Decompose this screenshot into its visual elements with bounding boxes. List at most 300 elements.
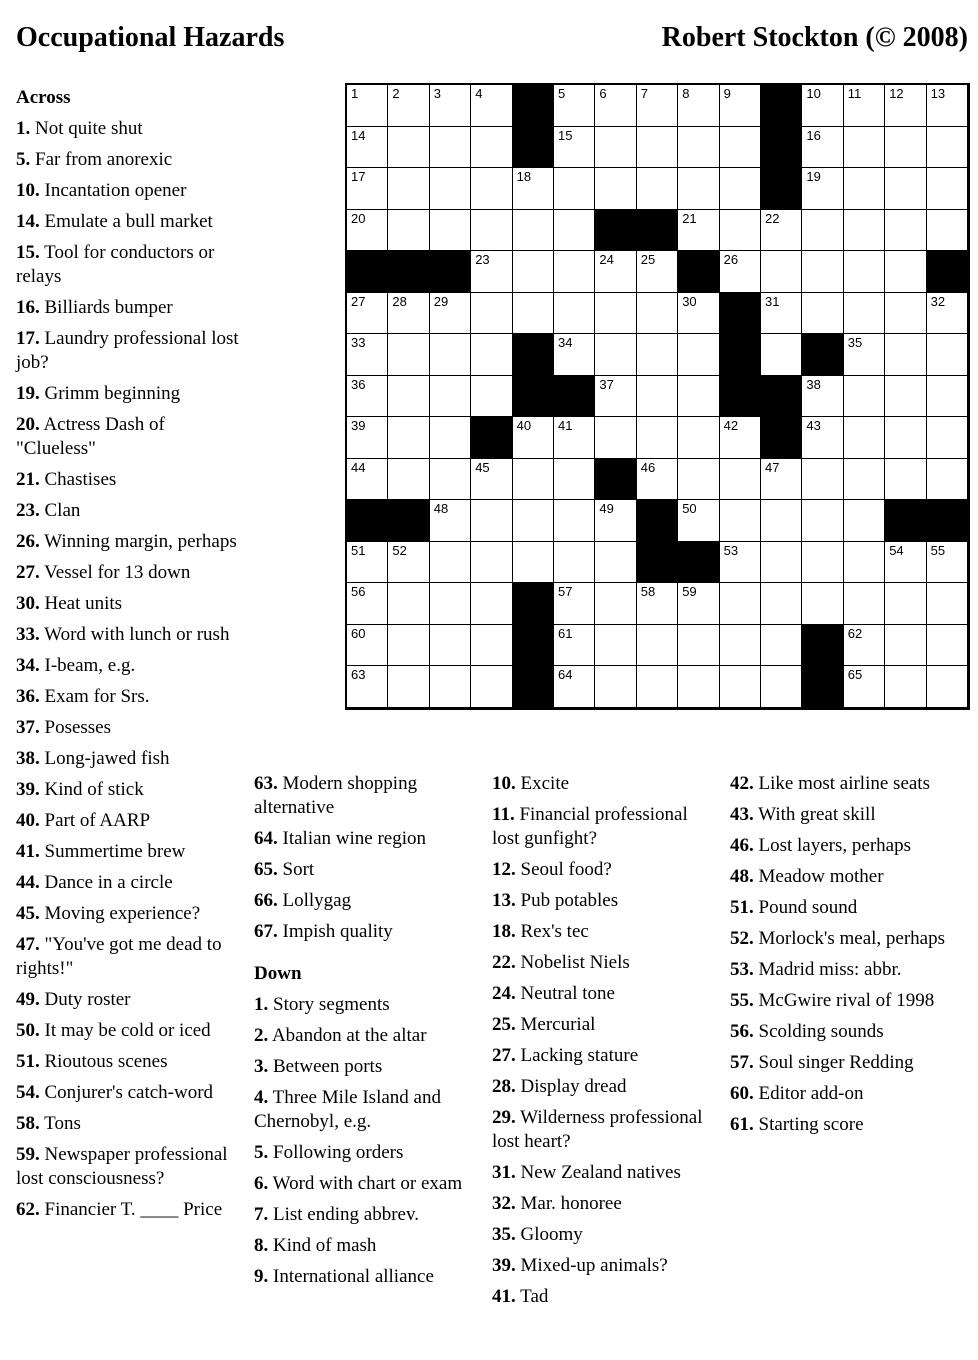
- clue-number: 12.: [492, 859, 516, 880]
- grid-cell[interactable]: [554, 210, 595, 252]
- grid-cell[interactable]: [720, 417, 761, 459]
- grid-cell[interactable]: [678, 417, 719, 459]
- grid-cell[interactable]: [471, 168, 512, 210]
- clue-number: 64.: [254, 828, 278, 849]
- clue-number: 16.: [16, 297, 40, 318]
- grid-cell[interactable]: [595, 334, 636, 376]
- clue-item: [254, 920, 479, 944]
- grid-cell[interactable]: [637, 459, 678, 501]
- grid-cell[interactable]: [595, 500, 636, 542]
- grid-cell[interactable]: [761, 625, 802, 667]
- clue-item: [16, 1143, 241, 1191]
- clue-text: Word with chart or exam: [272, 1173, 463, 1194]
- grid-cell[interactable]: [388, 583, 429, 625]
- clue-text: Following orders: [273, 1142, 404, 1163]
- grid-cell[interactable]: [554, 85, 595, 127]
- grid-cell[interactable]: [885, 417, 926, 459]
- grid-cell[interactable]: [802, 251, 843, 293]
- block-cell: [513, 376, 554, 418]
- grid-cell[interactable]: [802, 293, 843, 335]
- grid-cell[interactable]: [720, 127, 761, 169]
- grid-cell[interactable]: [471, 500, 512, 542]
- grid-cell[interactable]: [720, 251, 761, 293]
- clue-text: Soul singer Redding: [758, 1052, 914, 1073]
- clue-number: 13.: [492, 890, 516, 911]
- grid-cell[interactable]: [844, 293, 885, 335]
- block-cell: [554, 376, 595, 418]
- clue-text: Excite: [520, 773, 570, 794]
- cell-number: 41: [558, 418, 573, 434]
- clue-item: [492, 951, 717, 975]
- clue-number: 44.: [16, 872, 40, 893]
- grid-cell[interactable]: [678, 666, 719, 708]
- clue-item: [16, 902, 241, 926]
- grid-cell[interactable]: [678, 127, 719, 169]
- grid-cell[interactable]: [802, 459, 843, 501]
- grid-cell[interactable]: [471, 85, 512, 127]
- clue-text: Editor add-on: [758, 1083, 864, 1104]
- grid-cell[interactable]: [554, 417, 595, 459]
- grid-cell[interactable]: [927, 542, 968, 584]
- cell-number: 37: [599, 376, 614, 392]
- block-cell: [927, 500, 968, 542]
- grid-cell[interactable]: [927, 210, 968, 252]
- clue-number: 53.: [730, 959, 754, 980]
- grid-cell[interactable]: [720, 85, 761, 127]
- grid-cell[interactable]: [678, 85, 719, 127]
- grid-cell[interactable]: [513, 168, 554, 210]
- clue-text: Newspaper professional lost consciousness?: [16, 1144, 228, 1189]
- grid-cell[interactable]: [513, 459, 554, 501]
- grid-cell[interactable]: [471, 334, 512, 376]
- grid-cell[interactable]: [430, 85, 471, 127]
- grid-cell[interactable]: [513, 500, 554, 542]
- grid-cell[interactable]: [554, 500, 595, 542]
- grid-cell[interactable]: [347, 542, 388, 584]
- grid-cell[interactable]: [761, 293, 802, 335]
- grid-cell[interactable]: [430, 210, 471, 252]
- grid-cell[interactable]: [430, 168, 471, 210]
- clue-text: Modern shopping alternative: [254, 773, 418, 818]
- grid-cell[interactable]: [637, 625, 678, 667]
- grid-cell[interactable]: [761, 500, 802, 542]
- clue-text: Long-jawed fish: [44, 748, 170, 769]
- cell-number: 54: [889, 542, 904, 558]
- grid-cell[interactable]: [802, 85, 843, 127]
- grid-cell[interactable]: [347, 127, 388, 169]
- grid-cell[interactable]: [554, 459, 595, 501]
- grid-cell[interactable]: [885, 376, 926, 418]
- block-cell: [802, 334, 843, 376]
- grid-cell[interactable]: [430, 127, 471, 169]
- clue-text: Display dread: [520, 1076, 627, 1097]
- grid-cell[interactable]: [761, 583, 802, 625]
- grid-cell[interactable]: [885, 583, 926, 625]
- grid-cell[interactable]: [927, 293, 968, 335]
- grid-cell[interactable]: [678, 334, 719, 376]
- clue-text: McGwire rival of 1998: [758, 990, 935, 1011]
- clue-text: Impish quality: [282, 921, 393, 942]
- grid-cell[interactable]: [927, 417, 968, 459]
- grid-cell[interactable]: [513, 251, 554, 293]
- grid-cell[interactable]: [927, 168, 968, 210]
- cell-number: 21: [682, 210, 697, 226]
- grid-cell[interactable]: [761, 542, 802, 584]
- grid-cell[interactable]: [844, 210, 885, 252]
- grid-cell[interactable]: [761, 210, 802, 252]
- block-cell: [678, 251, 719, 293]
- clue-item: [492, 858, 717, 882]
- clue-item: [16, 871, 241, 895]
- grid-cell[interactable]: [347, 293, 388, 335]
- grid-cell[interactable]: [471, 625, 512, 667]
- grid-cell[interactable]: [347, 85, 388, 127]
- grid-cell[interactable]: [885, 251, 926, 293]
- grid-cell[interactable]: [513, 417, 554, 459]
- grid-cell[interactable]: [637, 293, 678, 335]
- grid-cell[interactable]: [388, 376, 429, 418]
- grid-cell[interactable]: [388, 85, 429, 127]
- grid-cell[interactable]: [430, 583, 471, 625]
- grid-cell[interactable]: [885, 666, 926, 708]
- cell-number: 5: [558, 86, 566, 101]
- grid-cell[interactable]: [637, 85, 678, 127]
- grid-cell[interactable]: [927, 459, 968, 501]
- grid-cell[interactable]: [388, 417, 429, 459]
- clue-text: Mixed-up animals?: [520, 1255, 668, 1276]
- grid-cell[interactable]: [802, 168, 843, 210]
- grid-cell[interactable]: [347, 666, 388, 708]
- clue-text: Summertime brew: [44, 841, 186, 862]
- grid-cell[interactable]: [637, 666, 678, 708]
- block-cell: [720, 334, 761, 376]
- block-cell: [513, 666, 554, 708]
- cell-number: 15: [558, 127, 573, 143]
- grid-cell[interactable]: [430, 500, 471, 542]
- grid-cell[interactable]: [927, 334, 968, 376]
- clue-number: 23.: [16, 500, 40, 521]
- cell-number: 34: [558, 335, 573, 351]
- cell-number: 12: [889, 86, 904, 101]
- clue-item: [16, 117, 241, 141]
- clue-number: 5.: [16, 149, 31, 170]
- grid-cell[interactable]: [761, 251, 802, 293]
- clue-number: 7.: [254, 1204, 269, 1225]
- grid-cell[interactable]: [388, 625, 429, 667]
- clue-text: Incantation opener: [44, 180, 187, 201]
- grid-cell[interactable]: [802, 542, 843, 584]
- grid-cell[interactable]: [595, 376, 636, 418]
- clue-item: [492, 1013, 717, 1037]
- grid-cell[interactable]: [430, 417, 471, 459]
- grid-cell[interactable]: [554, 666, 595, 708]
- grid-cell[interactable]: [678, 376, 719, 418]
- clue-text: International alliance: [273, 1266, 434, 1287]
- clue-number: 1.: [16, 118, 31, 139]
- grid-cell[interactable]: [844, 459, 885, 501]
- grid-cell[interactable]: [637, 334, 678, 376]
- clue-number: 39.: [492, 1255, 516, 1276]
- grid-cell[interactable]: [927, 376, 968, 418]
- clue-number: 45.: [16, 903, 40, 924]
- clue-number: 60.: [730, 1083, 754, 1104]
- grid-cell[interactable]: [554, 625, 595, 667]
- grid-cell[interactable]: [430, 293, 471, 335]
- cell-number: 32: [930, 293, 946, 309]
- clue-number: 29.: [492, 1107, 516, 1128]
- clue-number: 67.: [254, 921, 278, 942]
- cell-number: 36: [351, 376, 366, 392]
- grid-cell[interactable]: [885, 85, 926, 127]
- cell-number: 19: [806, 169, 821, 185]
- clue-number: 27.: [16, 562, 40, 583]
- clue-number: 37.: [16, 717, 40, 738]
- grid-cell[interactable]: [347, 334, 388, 376]
- grid-cell[interactable]: [844, 666, 885, 708]
- grid-cell[interactable]: [388, 334, 429, 376]
- grid-cell[interactable]: [347, 583, 388, 625]
- grid-cell[interactable]: [595, 251, 636, 293]
- grid-cell[interactable]: [430, 625, 471, 667]
- grid-cell[interactable]: [678, 500, 719, 542]
- grid-cell[interactable]: [430, 376, 471, 418]
- grid-cell[interactable]: [678, 583, 719, 625]
- grid-cell[interactable]: [554, 334, 595, 376]
- clue-number: 10.: [16, 180, 40, 201]
- grid-cell[interactable]: [388, 666, 429, 708]
- grid-cell[interactable]: [720, 168, 761, 210]
- grid-cell[interactable]: [347, 168, 388, 210]
- grid-cell[interactable]: [347, 417, 388, 459]
- grid-cell[interactable]: [844, 251, 885, 293]
- cell-number: 29: [433, 293, 449, 309]
- grid-cell[interactable]: [554, 251, 595, 293]
- cell-number: 46: [640, 459, 656, 475]
- grid-cell[interactable]: [637, 251, 678, 293]
- clue-item: [16, 210, 241, 234]
- grid-cell[interactable]: [844, 334, 885, 376]
- grid-cell[interactable]: [844, 542, 885, 584]
- grid-cell[interactable]: [471, 666, 512, 708]
- clue-number: 28.: [492, 1076, 516, 1097]
- grid-cell[interactable]: [347, 210, 388, 252]
- cell-number: 49: [599, 501, 614, 517]
- grid-cell[interactable]: [802, 210, 843, 252]
- grid-cell[interactable]: [595, 583, 636, 625]
- grid-cell[interactable]: [844, 127, 885, 169]
- grid-cell[interactable]: [388, 168, 429, 210]
- grid-cell[interactable]: [885, 127, 926, 169]
- grid-cell[interactable]: [885, 168, 926, 210]
- grid-cell[interactable]: [347, 459, 388, 501]
- grid-cell[interactable]: [885, 334, 926, 376]
- clue-item: [730, 989, 955, 1013]
- grid-cell[interactable]: [927, 666, 968, 708]
- grid-cell[interactable]: [885, 459, 926, 501]
- block-cell: [761, 85, 802, 127]
- clue-item: [254, 772, 479, 820]
- clue-text: Pub potables: [520, 890, 619, 911]
- grid-cell[interactable]: [885, 210, 926, 252]
- grid-cell[interactable]: [802, 376, 843, 418]
- grid-cell[interactable]: [388, 127, 429, 169]
- block-cell: [885, 500, 926, 542]
- block-cell: [761, 127, 802, 169]
- clue-item: [492, 1161, 717, 1185]
- clue-item: [16, 988, 241, 1012]
- grid-cell[interactable]: [802, 417, 843, 459]
- grid-cell[interactable]: [761, 666, 802, 708]
- block-cell: [347, 500, 388, 542]
- grid-cell[interactable]: [720, 210, 761, 252]
- grid-cell[interactable]: [720, 500, 761, 542]
- grid-cell[interactable]: [388, 210, 429, 252]
- clue-text: Moving experience?: [44, 903, 201, 924]
- grid-cell[interactable]: [471, 459, 512, 501]
- grid-cell[interactable]: [347, 625, 388, 667]
- grid-cell[interactable]: [554, 127, 595, 169]
- grid-cell[interactable]: [885, 625, 926, 667]
- grid-cell[interactable]: [927, 127, 968, 169]
- clue-number: 9.: [254, 1266, 269, 1287]
- clue-item: [254, 993, 479, 1017]
- cell-number: 55: [930, 542, 946, 558]
- cell-number: 20: [351, 210, 366, 226]
- grid-cell[interactable]: [430, 542, 471, 584]
- grid-cell[interactable]: [844, 417, 885, 459]
- grid-cell[interactable]: [471, 583, 512, 625]
- block-cell: [637, 210, 678, 252]
- grid-cell[interactable]: [720, 542, 761, 584]
- grid-cell[interactable]: [388, 459, 429, 501]
- clue-number: 32.: [492, 1193, 516, 1214]
- grid-cell[interactable]: [761, 334, 802, 376]
- clue-item: [254, 1141, 479, 1165]
- clue-number: 41.: [16, 841, 40, 862]
- grid-cell[interactable]: [471, 293, 512, 335]
- grid-cell[interactable]: [761, 459, 802, 501]
- grid-cell[interactable]: [513, 293, 554, 335]
- grid-cell[interactable]: [388, 542, 429, 584]
- grid-cell[interactable]: [471, 376, 512, 418]
- grid-cell[interactable]: [595, 417, 636, 459]
- grid-cell[interactable]: [637, 168, 678, 210]
- grid-cell[interactable]: [388, 293, 429, 335]
- clue-number: 15.: [16, 242, 40, 263]
- block-cell: [761, 168, 802, 210]
- cell-number: 18: [516, 169, 532, 185]
- grid-cell[interactable]: [720, 625, 761, 667]
- clue-item: [730, 1051, 955, 1075]
- grid-cell[interactable]: [595, 293, 636, 335]
- grid-cell[interactable]: [844, 500, 885, 542]
- clue-number: 66.: [254, 890, 278, 911]
- grid-cell[interactable]: [637, 417, 678, 459]
- grid-cell[interactable]: [678, 210, 719, 252]
- grid-cell[interactable]: [927, 625, 968, 667]
- grid-cell[interactable]: [802, 127, 843, 169]
- clue-number: 47.: [16, 934, 40, 955]
- grid-cell[interactable]: [802, 500, 843, 542]
- clue-text: Financial professional lost gunfight?: [492, 804, 688, 849]
- clue-number: 1.: [254, 994, 269, 1015]
- cell-number: 57: [558, 584, 573, 600]
- clue-item: [16, 468, 241, 492]
- grid-cell[interactable]: [430, 334, 471, 376]
- grid-cell[interactable]: [595, 127, 636, 169]
- grid-cell[interactable]: [595, 168, 636, 210]
- grid-cell[interactable]: [637, 583, 678, 625]
- clue-text: Story segments: [273, 994, 390, 1015]
- grid-cell[interactable]: [554, 583, 595, 625]
- grid-cell[interactable]: [471, 210, 512, 252]
- grid-cell[interactable]: [844, 376, 885, 418]
- grid-cell[interactable]: [844, 583, 885, 625]
- grid-cell[interactable]: [720, 666, 761, 708]
- grid-cell[interactable]: [678, 293, 719, 335]
- grid-cell[interactable]: [513, 542, 554, 584]
- grid-cell[interactable]: [554, 168, 595, 210]
- grid-cell[interactable]: [720, 459, 761, 501]
- grid-cell[interactable]: [595, 625, 636, 667]
- clue-number: 24.: [492, 983, 516, 1004]
- grid-cell[interactable]: [595, 85, 636, 127]
- clue-item: [730, 958, 955, 982]
- grid-cell[interactable]: [595, 542, 636, 584]
- grid-cell[interactable]: [927, 583, 968, 625]
- grid-cell[interactable]: [678, 625, 719, 667]
- cell-number: 58: [640, 584, 656, 600]
- grid-cell[interactable]: [678, 168, 719, 210]
- grid-cell[interactable]: [885, 542, 926, 584]
- grid-cell[interactable]: [927, 85, 968, 127]
- grid-cell[interactable]: [430, 666, 471, 708]
- clue-text: Madrid miss: abbr.: [758, 959, 902, 980]
- clue-column-2: [254, 772, 479, 1296]
- grid-cell[interactable]: [885, 293, 926, 335]
- grid-cell[interactable]: [844, 168, 885, 210]
- grid-cell[interactable]: [471, 127, 512, 169]
- grid-cell[interactable]: [554, 542, 595, 584]
- grid-cell[interactable]: [637, 376, 678, 418]
- grid-cell[interactable]: [802, 583, 843, 625]
- cell-number: 64: [558, 667, 573, 683]
- clue-item: [16, 413, 241, 461]
- grid-cell[interactable]: [471, 542, 512, 584]
- clue-text: Kind of mash: [273, 1235, 377, 1256]
- grid-cell[interactable]: [678, 459, 719, 501]
- grid-cell[interactable]: [844, 85, 885, 127]
- block-cell: [720, 376, 761, 418]
- grid-cell[interactable]: [347, 376, 388, 418]
- block-cell: [927, 251, 968, 293]
- cell-number: 44: [351, 459, 366, 475]
- grid-cell[interactable]: [554, 293, 595, 335]
- clue-item: [16, 778, 241, 802]
- clue-text: Nobelist Niels: [520, 952, 630, 973]
- grid-cell[interactable]: [637, 127, 678, 169]
- clue-text: Conjurer's catch-word: [44, 1082, 214, 1103]
- grid-cell[interactable]: [430, 459, 471, 501]
- cell-number: 31: [765, 293, 780, 309]
- cell-number: 35: [847, 335, 863, 351]
- grid-cell[interactable]: [471, 251, 512, 293]
- grid-cell[interactable]: [720, 583, 761, 625]
- clue-item: [730, 803, 955, 827]
- grid-cell[interactable]: [844, 625, 885, 667]
- grid-cell[interactable]: [595, 666, 636, 708]
- grid-cell[interactable]: [513, 210, 554, 252]
